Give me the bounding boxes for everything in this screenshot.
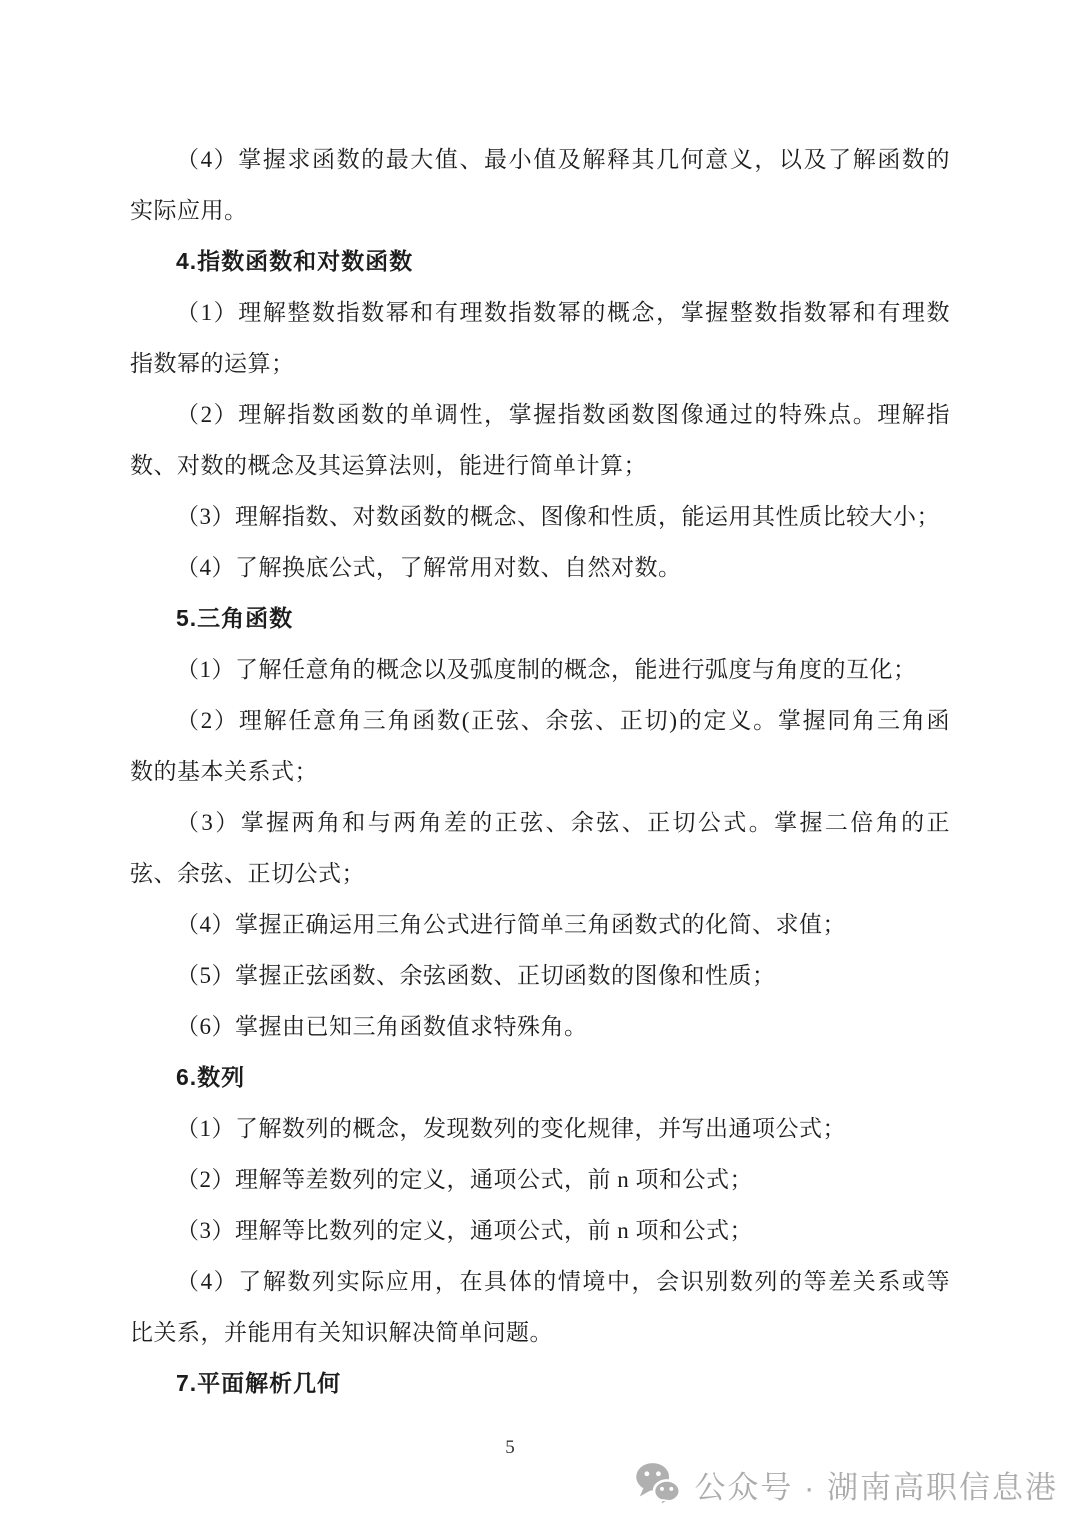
section-heading bbox=[130, 593, 950, 644]
text-line: （4）了解换底公式，了解常用对数、自然对数。 bbox=[176, 555, 682, 580]
text-line: （2）理解指数函数的单调性，掌握指数函数图像通过的特殊点。理解指 bbox=[176, 402, 950, 427]
text-line: （1）了解数列的概念，发现数列的变化规律，并写出通项公式； bbox=[176, 1116, 846, 1141]
text-line: （4）了解数列实际应用，在具体的情境中，会识别数列的等差关系或等 bbox=[176, 1269, 950, 1294]
document-body bbox=[130, 134, 950, 1409]
text-line: （1）理解整数指数幂和有理数指数幂的概念，掌握整数指数幂和有理数 bbox=[176, 300, 950, 325]
text-line: （6）掌握由已知三角函数值求特殊角。 bbox=[176, 1014, 588, 1039]
paragraph bbox=[130, 542, 950, 593]
text-line: （4）掌握正确运用三角公式进行简单三角函数式的化简、求值； bbox=[176, 912, 846, 937]
wechat-icon bbox=[634, 1461, 682, 1507]
text-line: 数、对数的概念及其运算法则，能进行简单计算； bbox=[130, 453, 647, 478]
paragraph bbox=[130, 797, 950, 899]
text-line: （3）理解指数、对数函数的概念、图像和性质，能运用其性质比较大小； bbox=[176, 504, 940, 529]
section-heading bbox=[130, 1052, 950, 1103]
paragraph bbox=[130, 134, 950, 236]
paragraph bbox=[130, 1205, 950, 1256]
text-line: （2）理解等差数列的定义，通项公式，前 n 项和公式； bbox=[176, 1167, 753, 1192]
paragraph bbox=[130, 287, 950, 389]
text-line: 7.平面解析几何 bbox=[176, 1370, 342, 1396]
text-line: 指数幂的运算； bbox=[130, 351, 295, 376]
page-number: 5 bbox=[505, 1437, 515, 1458]
text-line: （4）掌握求函数的最大值、最小值及解释其几何意义，以及了解函数的 bbox=[176, 147, 950, 172]
paragraph bbox=[130, 644, 950, 695]
text-line: 比关系，并能用有关知识解决简单问题。 bbox=[130, 1320, 553, 1345]
paragraph bbox=[130, 1103, 950, 1154]
text-line: （5）掌握正弦函数、余弦函数、正切函数的图像和性质； bbox=[176, 963, 776, 988]
text-line: 数的基本关系式； bbox=[130, 759, 318, 784]
text-line: （3）理解等比数列的定义，通项公式，前 n 项和公式； bbox=[176, 1218, 753, 1243]
paragraph bbox=[130, 389, 950, 491]
text-line: 5.三角函数 bbox=[176, 605, 294, 631]
paragraph bbox=[130, 1001, 950, 1052]
paragraph bbox=[130, 1256, 950, 1358]
watermark bbox=[634, 1461, 1058, 1507]
paragraph bbox=[130, 1154, 950, 1205]
section-heading bbox=[130, 236, 950, 287]
text-line: 实际应用。 bbox=[130, 198, 248, 223]
watermark-text: 公众号 · 湖南高职信息港 bbox=[694, 1469, 1058, 1505]
text-line: 4.指数函数和对数函数 bbox=[176, 248, 414, 274]
paragraph bbox=[130, 491, 950, 542]
paragraph bbox=[130, 695, 950, 797]
text-line: （1）了解任意角的概念以及弧度制的概念，能进行弧度与角度的互化； bbox=[176, 657, 917, 682]
text-line: （3）掌握两角和与两角差的正弦、余弦、正切公式。掌握二倍角的正 bbox=[176, 810, 950, 835]
section-heading bbox=[130, 1358, 950, 1409]
text-line: （2）理解任意角三角函数(正弦、余弦、正切)的定义。掌握同角三角函 bbox=[176, 708, 950, 733]
paragraph bbox=[130, 950, 950, 1001]
text-line: 6.数列 bbox=[176, 1064, 246, 1090]
text-line: 弦、余弦、正切公式； bbox=[130, 861, 365, 886]
paragraph bbox=[130, 899, 950, 950]
